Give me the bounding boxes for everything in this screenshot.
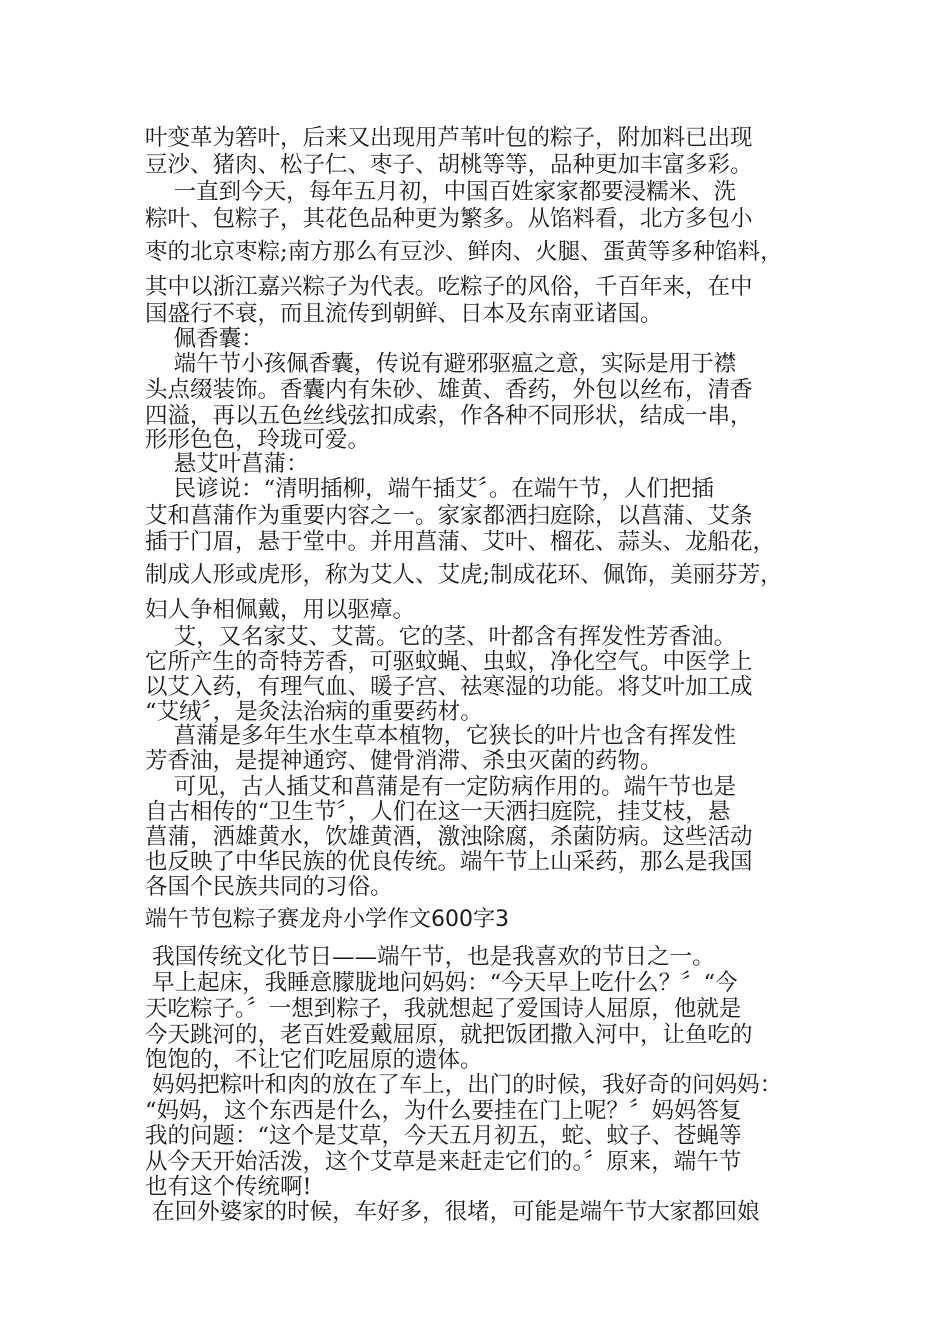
text-line: 我国传统文化节日——端午节，也是我喜欢的节日之一。 xyxy=(145,944,715,970)
section-label-sachet: 佩香囊： xyxy=(145,326,264,352)
text-line: 自古相传的“卫生节〞，人们在这一天洒扫庭院，挂艾枝，悬 xyxy=(145,799,731,825)
text-line: 叶变革为箬叶，后来又出现用芦苇叶包的粽子，附加料已出现 xyxy=(145,125,753,151)
text-line: 豆沙、猪肉、松子仁、枣子、胡桃等等，品种更加丰富多彩。 xyxy=(145,152,753,178)
text-line: 早上起床，我睡意朦胧地问妈妈：“今天早上吃什么？〞“今 xyxy=(145,970,738,996)
text-line: 妇人争相佩戴，用以驱瘴。 xyxy=(145,597,416,623)
text-line: 四溢，再以五色丝线弦扣成索，作各种不同形状，结成一串， xyxy=(145,403,753,429)
section-label-mugwort: 悬艾叶菖蒲： xyxy=(145,451,309,477)
text-line: 在回外婆家的时候，车好多，很堵，可能是端午节大家都回娘 xyxy=(145,1199,760,1225)
text-line: 头点缀装饰。香囊内有朱砂、雄黄、香药，外包以丝布，清香 xyxy=(145,377,753,403)
text-line: 粽叶、包粽子，其花色品种更为繁多。从馅料看，北方多包小 xyxy=(145,206,753,232)
text-line: 其中以浙江嘉兴粽子为代表。吃粽子的风俗，千百年来，在中 xyxy=(145,274,753,300)
text-line: 妈妈把粽叶和肉的放在了车上，出门的时候，我好奇的问妈妈： xyxy=(145,1072,783,1098)
text-line: “妈妈，这个东西是什么，为什么要挂在门上呢？〞妈妈答复 xyxy=(145,1098,742,1124)
text-line: 插于门眉，悬于堂中。并用菖蒲、艾叶、榴花、蒜头、龙船花， xyxy=(145,529,776,555)
essay-heading: 端午节包粽子赛龙舟小学作文600字3 xyxy=(145,907,509,932)
text-line: 艾和菖蒲作为重要内容之一。家家都洒扫庭除，以菖蒲、艾条 xyxy=(145,503,753,529)
text-line: 也有这个传统啊! xyxy=(145,1174,312,1200)
text-line: 饱饱的，不让它们吃屈原的遗体。 xyxy=(145,1047,483,1073)
text-line: 它所产生的奇特芳香，可驱蚊蝇、虫蚁，净化空气。中医学上 xyxy=(145,649,753,675)
text-line: 形形色色，玲珑可爱。 xyxy=(145,427,371,453)
text-line: 也反映了中华民族的优良传统。端午节上山采药，那么是我国 xyxy=(145,849,753,875)
text-line: “艾绒〞，是灸法治病的重要药材。 xyxy=(145,699,483,725)
text-line: 国盛行不衰，而且流传到朝鲜、日本及东南亚诸国。 xyxy=(145,301,663,327)
text-line: 枣的北京枣粽;南方那么有豆沙、鲜肉、火腿、蛋黄等多种馅料， xyxy=(145,239,783,265)
text-line: 端午节小孩佩香囊，传说有避邪驱瘟之意，实际是用于襟 xyxy=(145,351,737,377)
text-line: 民谚说：“清明插柳，端午插艾〞。在端午节，人们把插 xyxy=(145,476,714,502)
text-line: 制成人形或虎形，称为艾人、艾虎;制成花环、佩饰，美丽芬芳， xyxy=(145,562,783,588)
text-line: 菖蒲是多年生水生草本植物，它狭长的叶片也含有挥发性 xyxy=(145,723,737,749)
text-line: 天吃粽子。〞一想到粽子，我就想起了爱国诗人屈原，他就是 xyxy=(145,996,742,1022)
text-line: 艾，又名家艾、艾蒿。它的茎、叶都含有挥发性芳香油。 xyxy=(145,624,737,650)
text-line: 一直到今天，每年五月初，中国百姓家家都要浸糯米、洗 xyxy=(145,179,737,205)
text-line: 菖蒲，洒雄黄水，饮雄黄酒，激浊除腐，杀菌防病。这些活动 xyxy=(145,824,753,850)
text-line: 可见，古人插艾和菖蒲是有一定防病作用的。端午节也是 xyxy=(145,774,737,800)
text-line: 我的问题：“这个是艾草，今天五月初五，蛇、蚊子、苍蝇等 xyxy=(145,1123,742,1149)
text-line: 以艾入药，有理气血、暖子宫、祛寒湿的功能。将艾叶加工成 xyxy=(145,674,753,700)
text-line: 今天跳河的，老百姓爱戴屈原，就把饭团撒入河中，让鱼吃的 xyxy=(145,1022,753,1048)
text-line: 各国个民族共同的习俗。 xyxy=(145,874,393,900)
text-line: 芳香油，是提神通窍、健骨消滞、杀虫灭菌的药物。 xyxy=(145,748,663,774)
text-line: 从今天开始活泼，这个艾草是来赶走它们的。〞原来，端午节 xyxy=(145,1149,742,1175)
